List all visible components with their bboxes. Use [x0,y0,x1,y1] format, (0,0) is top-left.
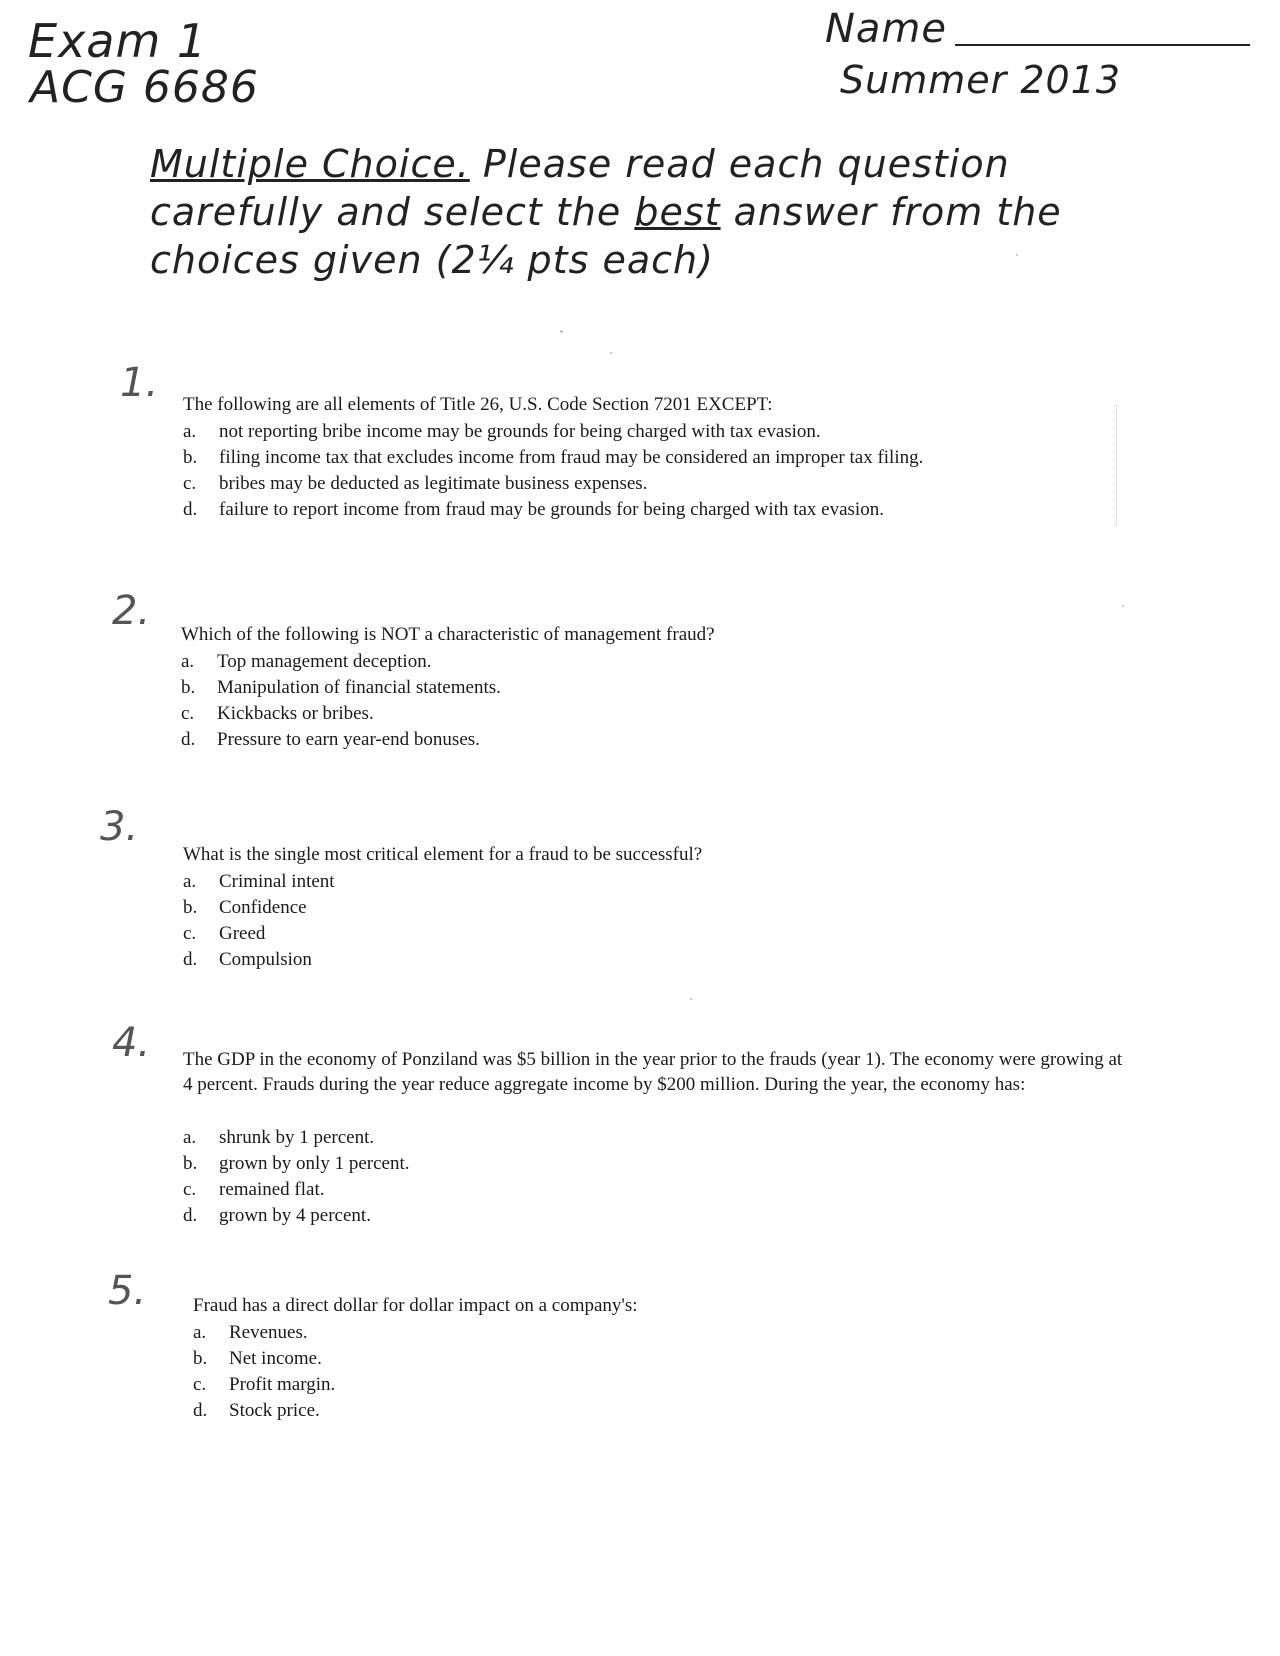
option-text: grown by only 1 percent. [219,1153,410,1174]
scan-mark [1116,405,1118,525]
option-a [183,869,1023,895]
instructions-text-2: answer from the choices given (2¼ pts each) [150,190,1062,282]
option-list [183,1125,1023,1229]
question-stem: The following are all elements of Title 26, U.S. Code Section 7201 EXCEPT: [183,394,773,415]
option-list [183,869,1023,973]
option-d [181,727,1021,753]
option-a [183,1125,1023,1151]
exam-title: Exam 1 [28,14,208,68]
name-blank-line [955,44,1250,46]
instructions [150,140,1140,284]
name-label: Name [825,6,948,52]
option-d [183,1203,1023,1229]
question-number: 3. [100,804,139,850]
option-a [193,1320,1033,1346]
option-text: failure to report income from fraud may be grounds for being charged with tax evasion. [219,499,884,520]
option-b [193,1346,1033,1372]
option-letter: c. [183,923,197,944]
instructions-heading: Multiple Choice. [150,142,470,186]
option-b [181,675,1021,701]
option-text: shrunk by 1 percent. [219,1127,375,1148]
option-c [183,471,1023,497]
option-text: Pressure to earn year-end bonuses. [217,729,480,750]
option-letter: b. [183,1153,198,1174]
option-text: Confidence [219,897,307,918]
option-c [193,1372,1033,1398]
option-letter: c. [183,473,197,494]
option-c [183,921,1023,947]
scan-speck [690,998,692,1000]
option-text: Greed [219,923,266,944]
option-letter: d. [181,729,196,750]
option-letter: d. [183,949,198,970]
option-b [183,1151,1023,1177]
option-text: Compulsion [219,949,312,970]
option-letter: d. [193,1400,208,1421]
option-b [183,895,1023,921]
option-letter: b. [193,1348,208,1369]
course-code: ACG 6686 [30,62,259,113]
option-d [183,947,1023,973]
option-text: Revenues. [229,1322,308,1343]
option-text: bribes may be deducted as legitimate business expenses. [219,473,648,494]
option-d [193,1398,1033,1424]
option-letter: a. [183,1127,197,1148]
option-letter: c. [183,1179,197,1200]
instructions-text-1: Please read each question carefully and select the [150,142,1010,234]
scan-speck [1016,254,1018,256]
option-letter: b. [183,447,198,468]
question-number: 4. [112,1020,151,1066]
option-text: not reporting bribe income may be grounds for being charged with tax evasion. [219,421,821,442]
option-text: Profit margin. [229,1374,336,1395]
question-number: 1. [120,360,159,406]
option-letter: b. [183,897,198,918]
option-letter: c. [193,1374,207,1395]
option-list [181,649,1021,753]
option-list [183,419,1023,523]
option-list [193,1320,1033,1424]
term-label: Summer 2013 [840,58,1122,102]
option-text: Top management deception. [217,651,432,672]
question-stem: Fraud has a direct dollar for dollar impact on a company's: [193,1295,638,1316]
option-letter: a. [181,651,195,672]
option-letter: c. [181,703,195,724]
question-stem: What is the single most critical element for a fraud to be successful? [183,844,703,865]
option-text: Kickbacks or bribes. [217,703,374,724]
option-text: Criminal intent [219,871,335,892]
option-text: Manipulation of financial statements. [217,677,501,698]
option-a [181,649,1021,675]
option-text: remained flat. [219,1179,325,1200]
option-b [183,445,1023,471]
option-text: Net income. [229,1348,322,1369]
option-letter: d. [183,499,198,520]
scan-speck [560,330,563,333]
option-text: Stock price. [229,1400,320,1421]
option-letter: a. [193,1322,207,1343]
question-stem: Which of the following is NOT a characteristic of management fraud? [181,624,715,645]
option-text: grown by 4 percent. [219,1205,371,1226]
option-letter: a. [183,421,197,442]
option-letter: b. [181,677,196,698]
scan-speck [1122,605,1124,607]
scan-speck [610,352,612,354]
question-number: 2. [112,588,151,634]
option-letter: a. [183,871,197,892]
option-d [183,497,1023,523]
option-c [183,1177,1023,1203]
option-letter: d. [183,1205,198,1226]
question-number: 5. [108,1268,147,1314]
option-a [183,419,1023,445]
option-c [181,701,1021,727]
question-stem: The GDP in the economy of Ponziland was $5 billion in the year prior to the frauds (year 1). The economy were growing at 4 percent. Frauds during the year reduce aggregate income by $200 million. During the year, the economy has: [183,1049,1123,1095]
instructions-emphasis: best [634,190,721,234]
option-text: filing income tax that excludes income from fraud may be considered an improper tax filing. [219,447,924,468]
